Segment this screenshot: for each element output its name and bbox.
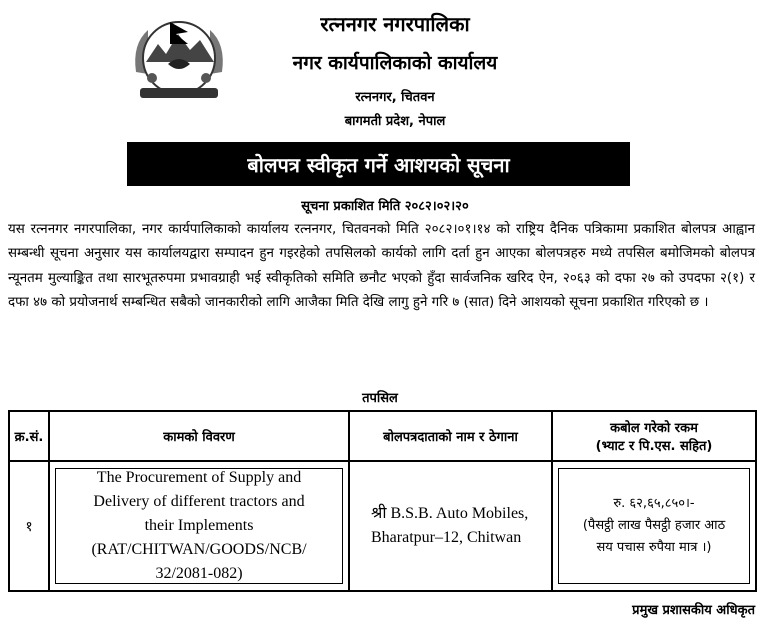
amount-figure: रु. ६२,६५,८५०।- [613,496,695,511]
amount-words: सय पचास रुपैया मात्र ।) [596,540,712,555]
bidder-line: श्री B.S.B. Auto Mobiles, [371,505,529,522]
header-work: कामको विवरण [49,411,349,461]
notice-title: बोलपत्र स्वीकृत गर्ने आशयको सूचना [247,152,510,177]
work-line: their Implements [144,517,254,534]
location-text: रत्ननगर, चितवन [355,90,435,105]
amount-words: (पैसट्ठी लाख पैसट्ठी हजार आठ [582,518,726,533]
work-line: (RAT/CHITWAN/GOODS/NCB/ [91,541,307,558]
table-row [9,461,756,591]
header-amount-line2: (भ्याट र पि.एस. सहित) [595,439,713,454]
row-work [49,461,349,591]
award-table [8,410,757,592]
header-sn: क्र.सं. [9,411,49,461]
work-description [55,468,343,584]
nepal-emblem-icon [128,14,230,104]
work-line: 32/2081-082) [155,565,243,582]
table-header-row [9,411,756,461]
header-bidder: बोलपत्रदाताको नाम र ठेगाना [349,411,552,461]
work-line: Delivery of different tractors and [93,493,305,510]
row-sn: १ [9,461,49,591]
header-amount [552,411,756,461]
bidder-line: Bharatpur–12, Chitwan [371,529,522,546]
publish-date: सूचना प्रकाशित मिति २०८२।०२।२० [301,199,469,214]
signatory-title: प्रमुख प्रशासकीय अधिकृत [632,603,755,618]
work-line: The Procurement of Supply and [96,469,302,486]
bidder-info [351,502,550,550]
row-bidder [349,461,552,591]
row-amount [552,461,756,591]
province-text: बागमती प्रदेश, नेपाल [344,114,446,129]
amount-box [558,468,750,584]
notice-title-banner [127,142,630,186]
notice-body: यस रत्ननगर नगरपालिका, नगर कार्यपालिकाको कार्यालय रत्ननगर, चितवनको मिति २०८२।०१।१४ को राष्ट्रिय दैनिक पत्रिकामा प्रकाशित बोलपत्र आह्वान सम्बन्धी सूचना अनुसार यस कार्यालयद्वारा सम्पादन हुन गइरहेको तपसिलको कार्यको लागि दर्ता हुन आएका बोलपत्रहरु मध्ये तपसिल बमोजिमको बोलपत्र न्यूनतम मुल्याङ्कित तथा सारभूतरुपमा प्रभावग्राही भई स्वीकृतिको समिति छनौट भएको हुँदा सार्वजनिक खरिद ऐन, २०६३ को दफा २७ को उपदफा २(१) र दफा ४७ को प्रयोजनार्थ सम्बन्धित सबैको जानकारीको लागि आजैका मिति देखि लागु हुने गरि ७ (सात) दिने आशयको सूचना प्रकाशित गरिएको छ । [8,222,755,311]
schedule-label: तपसिल [362,391,398,406]
header-amount-line1: कबोल गरेको रकम [610,421,698,436]
municipality-title: रत्ननगर नगरपालिका [320,12,470,36]
office-title: नगर कार्यपालिकाको कार्यालय [292,52,498,74]
